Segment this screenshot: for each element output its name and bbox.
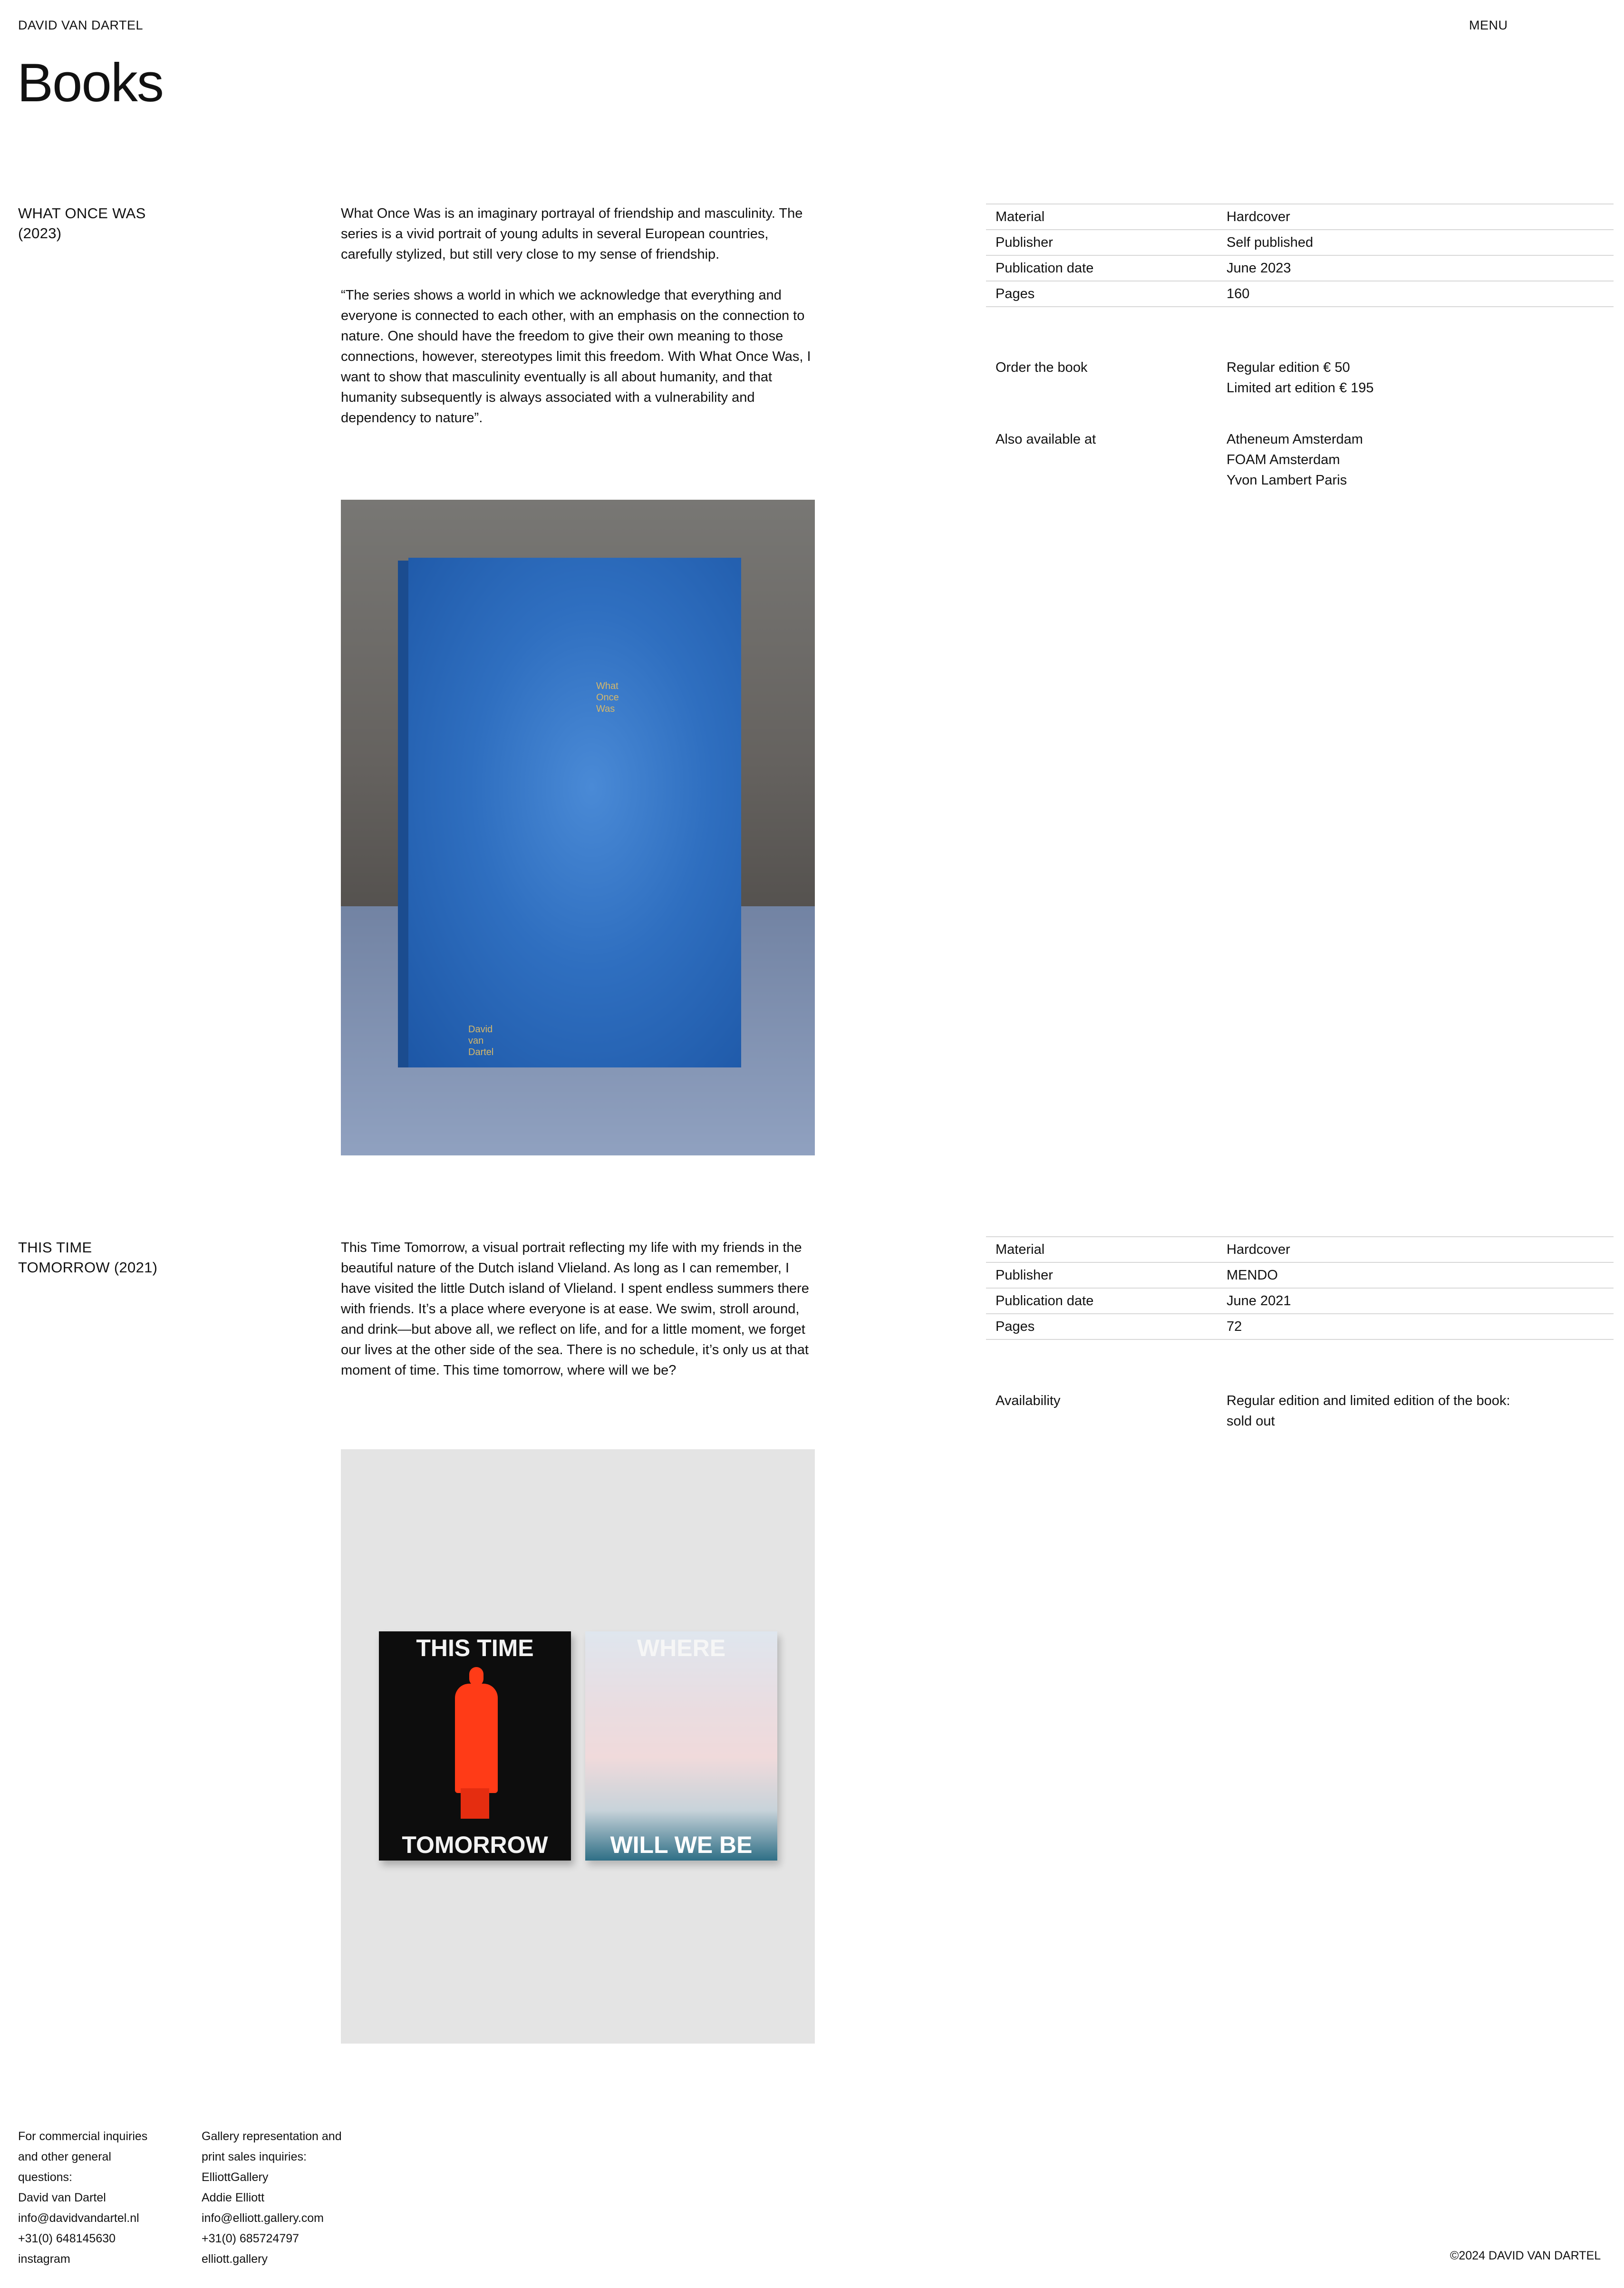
also-available-label: Also available at [996, 432, 1096, 447]
book-specs-table [986, 204, 1614, 307]
spec-row-publisher [986, 1263, 1614, 1289]
menu-button[interactable]: MENU [1469, 18, 1508, 32]
spec-label: Publication date [996, 260, 1094, 276]
spec-row-publication-date [986, 256, 1614, 281]
availability-label: Availability [996, 1393, 1061, 1408]
order-limited-edition-link[interactable]: Limited art edition € 195 [1227, 380, 1374, 396]
stockist-link[interactable]: Atheneum Amsterdam [1227, 432, 1363, 447]
spec-row-material [986, 1237, 1614, 1263]
cover-title-text [596, 680, 619, 715]
footer-phone-link[interactable]: +31(0) 648145630 [18, 2232, 116, 2245]
cover-text-line: Once [596, 692, 619, 703]
page-title: Books [17, 53, 163, 113]
book-title-what-once-was [18, 204, 146, 243]
spec-value: Self published [1227, 234, 1314, 250]
cover-text-line: What [596, 681, 619, 691]
footer-line: and other general [18, 2150, 111, 2163]
footer-contact-name: Addie Elliott [202, 2191, 265, 2204]
footer-line: For commercial inquiries [18, 2130, 148, 2143]
footer-gallery-name: ElliottGallery [202, 2171, 269, 2184]
site-name-link[interactable]: DAVID VAN DARTEL [18, 18, 144, 32]
book-description [341, 1238, 816, 1381]
spec-row-pages [986, 281, 1614, 307]
book-spine [398, 561, 408, 1067]
footer-instagram-link[interactable]: instagram [18, 2252, 70, 2266]
spec-row-publisher [986, 230, 1614, 256]
cover-text-top: WHERE [637, 1635, 726, 1661]
stockist-link[interactable]: FOAM Amsterdam [1227, 452, 1340, 467]
order-the-book [986, 358, 1614, 398]
spec-label: Publisher [996, 1267, 1053, 1283]
book-title-line: THIS TIME [18, 1239, 92, 1256]
spec-row-material [986, 204, 1614, 230]
cover-text-bottom: TOMORROW [402, 1832, 548, 1858]
description-paragraph: This Time Tomorrow, a visual portrait reflecting my life with my friends in the beautiful nature of the Dutch island Vlieland. As long as I can remember, I have visited the little Dutch island of Vlieland. I spent endless summers there with friends. It’s a place where everyone is at ease. We swim, stroll around, and drink—but above all, we reflect on life, and for a little moment, we forget our lives at the other side of the sea. There is no schedule, it’s only us at that moment of time. This time tomorrow, where will we be? [341, 1240, 809, 1378]
also-available-at [986, 429, 1614, 491]
figure-body [455, 1684, 498, 1793]
where-will-we-be-cover [585, 1631, 777, 1861]
availability-value: Regular edition and limited edition of the book: sold out [1227, 1393, 1510, 1429]
spec-label: Material [996, 209, 1045, 224]
footer-email-link[interactable]: info@davidvandartel.nl [18, 2211, 139, 2225]
description-paragraph: “The series shows a world in which we acknowledge that everything and everyone is connected to each other, with an emphasis on the connection to nature. One should have the freedom to give their own meaning to those connections, however, stereotypes limit this freedom. With What Once Was, I want to show that masculinity eventually is all about humanity, and that humanity subsequently is always associated with a vulnerability and dependency to nature”. [341, 288, 811, 426]
cover-text-line: David [468, 1024, 493, 1035]
cover-text-top: THIS TIME [416, 1635, 534, 1661]
footer-line: questions: [18, 2171, 72, 2184]
cover-text-line: van [468, 1036, 484, 1046]
availability [986, 1391, 1614, 1432]
order-label: Order the book [996, 360, 1088, 375]
order-options [1227, 358, 1531, 398]
footer-line: Gallery representation and [202, 2130, 342, 2143]
spec-label: Publication date [996, 1293, 1094, 1309]
book-title-line: (2023) [18, 225, 62, 242]
spec-value: June 2023 [1227, 260, 1291, 276]
cover-text-bottom: WILL WE BE [610, 1832, 753, 1858]
footer-contact-name: David van Dartel [18, 2191, 106, 2204]
book-description [341, 204, 816, 428]
figure-head [469, 1667, 483, 1686]
stockist-link[interactable]: Yvon Lambert Paris [1227, 473, 1347, 488]
footer-gallery-website-link[interactable]: elliott.gallery [202, 2252, 268, 2266]
cover-text-line: Was [596, 704, 615, 714]
this-time-tomorrow-books-photo [341, 1449, 815, 2044]
spec-value: MENDO [1227, 1267, 1278, 1283]
spec-value: Hardcover [1227, 1241, 1290, 1257]
book-title-line: WHAT ONCE WAS [18, 205, 146, 222]
cover-author-text [468, 1024, 493, 1058]
spec-label: Pages [996, 1319, 1035, 1334]
book-cover [408, 558, 741, 1067]
stockist-list [1227, 429, 1531, 491]
spec-row-publication-date [986, 1289, 1614, 1314]
book-title-line: TOMORROW (2021) [18, 1259, 158, 1276]
spec-label: Publisher [996, 234, 1053, 250]
footer-email-link[interactable]: info@elliott.gallery.com [202, 2211, 324, 2225]
footer-commercial-contact [18, 2126, 147, 2269]
footer-line: print sales inquiries: [202, 2150, 307, 2163]
footer-phone-link[interactable]: +31(0) 685724797 [202, 2232, 300, 2245]
spec-value: 160 [1227, 286, 1250, 301]
spec-value: 72 [1227, 1319, 1242, 1334]
description-paragraph: What Once Was is an imaginary portrayal of friendship and masculinity. The series is a vivid portrait of young adults in several European countries, carefully stylized, but still very close to my sense of friendship. [341, 206, 803, 262]
spec-label: Pages [996, 286, 1035, 301]
spec-value: June 2021 [1227, 1293, 1291, 1309]
what-once-was-book-photo [341, 500, 815, 1155]
spec-row-pages [986, 1314, 1614, 1340]
order-regular-edition-link[interactable]: Regular edition € 50 [1227, 360, 1350, 375]
cover-text-line: Dartel [468, 1047, 494, 1057]
this-time-tomorrow-cover [379, 1631, 571, 1861]
copyright: ©2024 DAVID VAN DARTEL [1450, 2249, 1601, 2262]
figure-legs [461, 1788, 489, 1819]
book-title-this-time-tomorrow [18, 1238, 157, 1278]
spec-value: Hardcover [1227, 209, 1290, 224]
spec-label: Material [996, 1241, 1045, 1257]
footer-gallery-contact [202, 2126, 342, 2269]
book-specs-table [986, 1236, 1614, 1340]
